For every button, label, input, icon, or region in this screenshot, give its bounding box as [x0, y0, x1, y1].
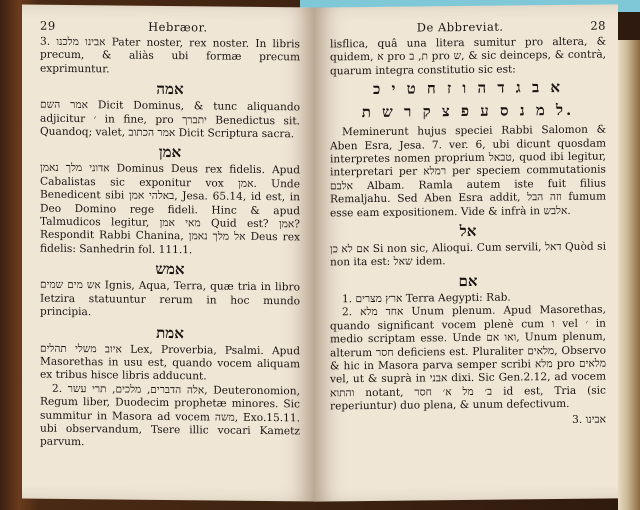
entry-text: איוב משלי תהלים Lex, Proverbia, Psalmi. Apud Masorethas in usu est, quando vocem aliquam ex tribus hisce libris adducunt.: [40, 342, 300, 383]
entry-text: 2. אלה הדברים, מלכים, תרי עשר, Deuteronomion, Regum liber, Duodecim prophetæ minores. Sic summitur in Masora ad vocem משה, Exo.15.11. ubi observandum, Tsere illic vocari Kametz parvum.: [40, 382, 301, 449]
entry-heading: אמת: [156, 323, 184, 342]
alphabet-line-2: ל מ נ ס ע פ צ ק ר ש ת.: [361, 101, 575, 122]
entry-text: אדוני מלך נאמן Dominus Deus rex fidelis. Apud Cabalistas sic exponitur vox אמן. Unde Benedicent sibi באלהי אמן, Jesa. 65.14, id est, in Deo Domino rege fideli. Hinc & apud Talmudicos legitur, מאי אמן Quid est? אמן? Respondit Rabbi Chanina, אל מלך נאמן Deus rex fidelis: Sanhedrin fol. 111.1.: [40, 162, 300, 257]
entry-heading: אמה: [156, 80, 184, 99]
entry-text: אמר השם Dicit Dominus, & tunc aliquando adjicitur ׳ in fine, pro יתברך Benedictus sit. Quandoq; valet, אמר הכתוב Dicit Scriptura sacra.: [40, 98, 301, 141]
entry-heading: אמש: [155, 260, 185, 279]
entry-heading: אם: [458, 271, 478, 290]
right-page: [314, 4, 618, 501]
right-paragraph: Meminerunt hujus speciei Rabbi Salomon & Aben Esra, Jesa. 7. ver. 6, ubi dicunt quosdam interpretes nomen proprium טבאל, quod ibi legitur, interpretari per רמלא per speciem commutationis אלבם Albam. Ramla autem iste fuit filius Remaljahu. Sed Aben Esra addit, וזה הבל fumum esse eam expositionem. Vide & infrà in אלבש.: [330, 123, 606, 220]
right-intro: lisflica, quâ una litera sumitur pro altera, & quidem, א pro ת, ב pro ש, & sic deinceps, & contrà, quarum integra constitutio sic est:: [330, 35, 606, 78]
entry-text: אש מים שמים Ignis, Aqua, Terra, quæ tria in libro Ietzira statuuntur rerum in hoc mundo principia.: [40, 278, 300, 319]
alphabet-line-1: א ב ג ד ה ו ז ח ט י כ: [372, 78, 564, 99]
left-header: [40, 19, 300, 36]
entry-heading: אל: [459, 221, 477, 241]
entry-text: אם לא כן Si non sic, Alioqui. Cum servili, דאל Quòd si non ita est: שאל idem.: [330, 240, 606, 269]
left-page-number: 29: [40, 18, 56, 33]
left-running-head: Hebræor.: [148, 19, 208, 35]
right-header: [330, 19, 606, 36]
page-edges: [618, 40, 640, 510]
left-paragraph: 3. אבינו מלכנו Pater noster, rex noster. In libris precum, & aliàs ubi formæ precum exprimuntur.: [40, 35, 300, 76]
entry-text: 2. אחד מלא Unum plenum. Apud Masorethas, quando significant vocem plenè cum ו vel ׳ in medio scriptam esse. Unde ואו אם, Unum plenum, alterum חסר deficiens est. Pluraliter מלאים, Observo & hic in Masora parva semper scribi מלא pro מלאים vel, ut & suprà in אבני dixi. Sic Gen.2.12, ad vocem והתוא notant, ב׳ מל א׳ חסר id est, Tria (sic reperiuntur) duo plena, & unum defectivum.: [330, 303, 607, 413]
entry-heading: אמן: [158, 143, 182, 162]
entry-text: 1. ארץ מצרים Terra Aegypti: Rab.: [342, 291, 511, 306]
right-running-head: De Abbreviat.: [416, 19, 504, 35]
right-page-number: 28: [590, 18, 606, 33]
left-page: [22, 4, 314, 501]
catchword: 3. אבינו: [572, 413, 606, 426]
